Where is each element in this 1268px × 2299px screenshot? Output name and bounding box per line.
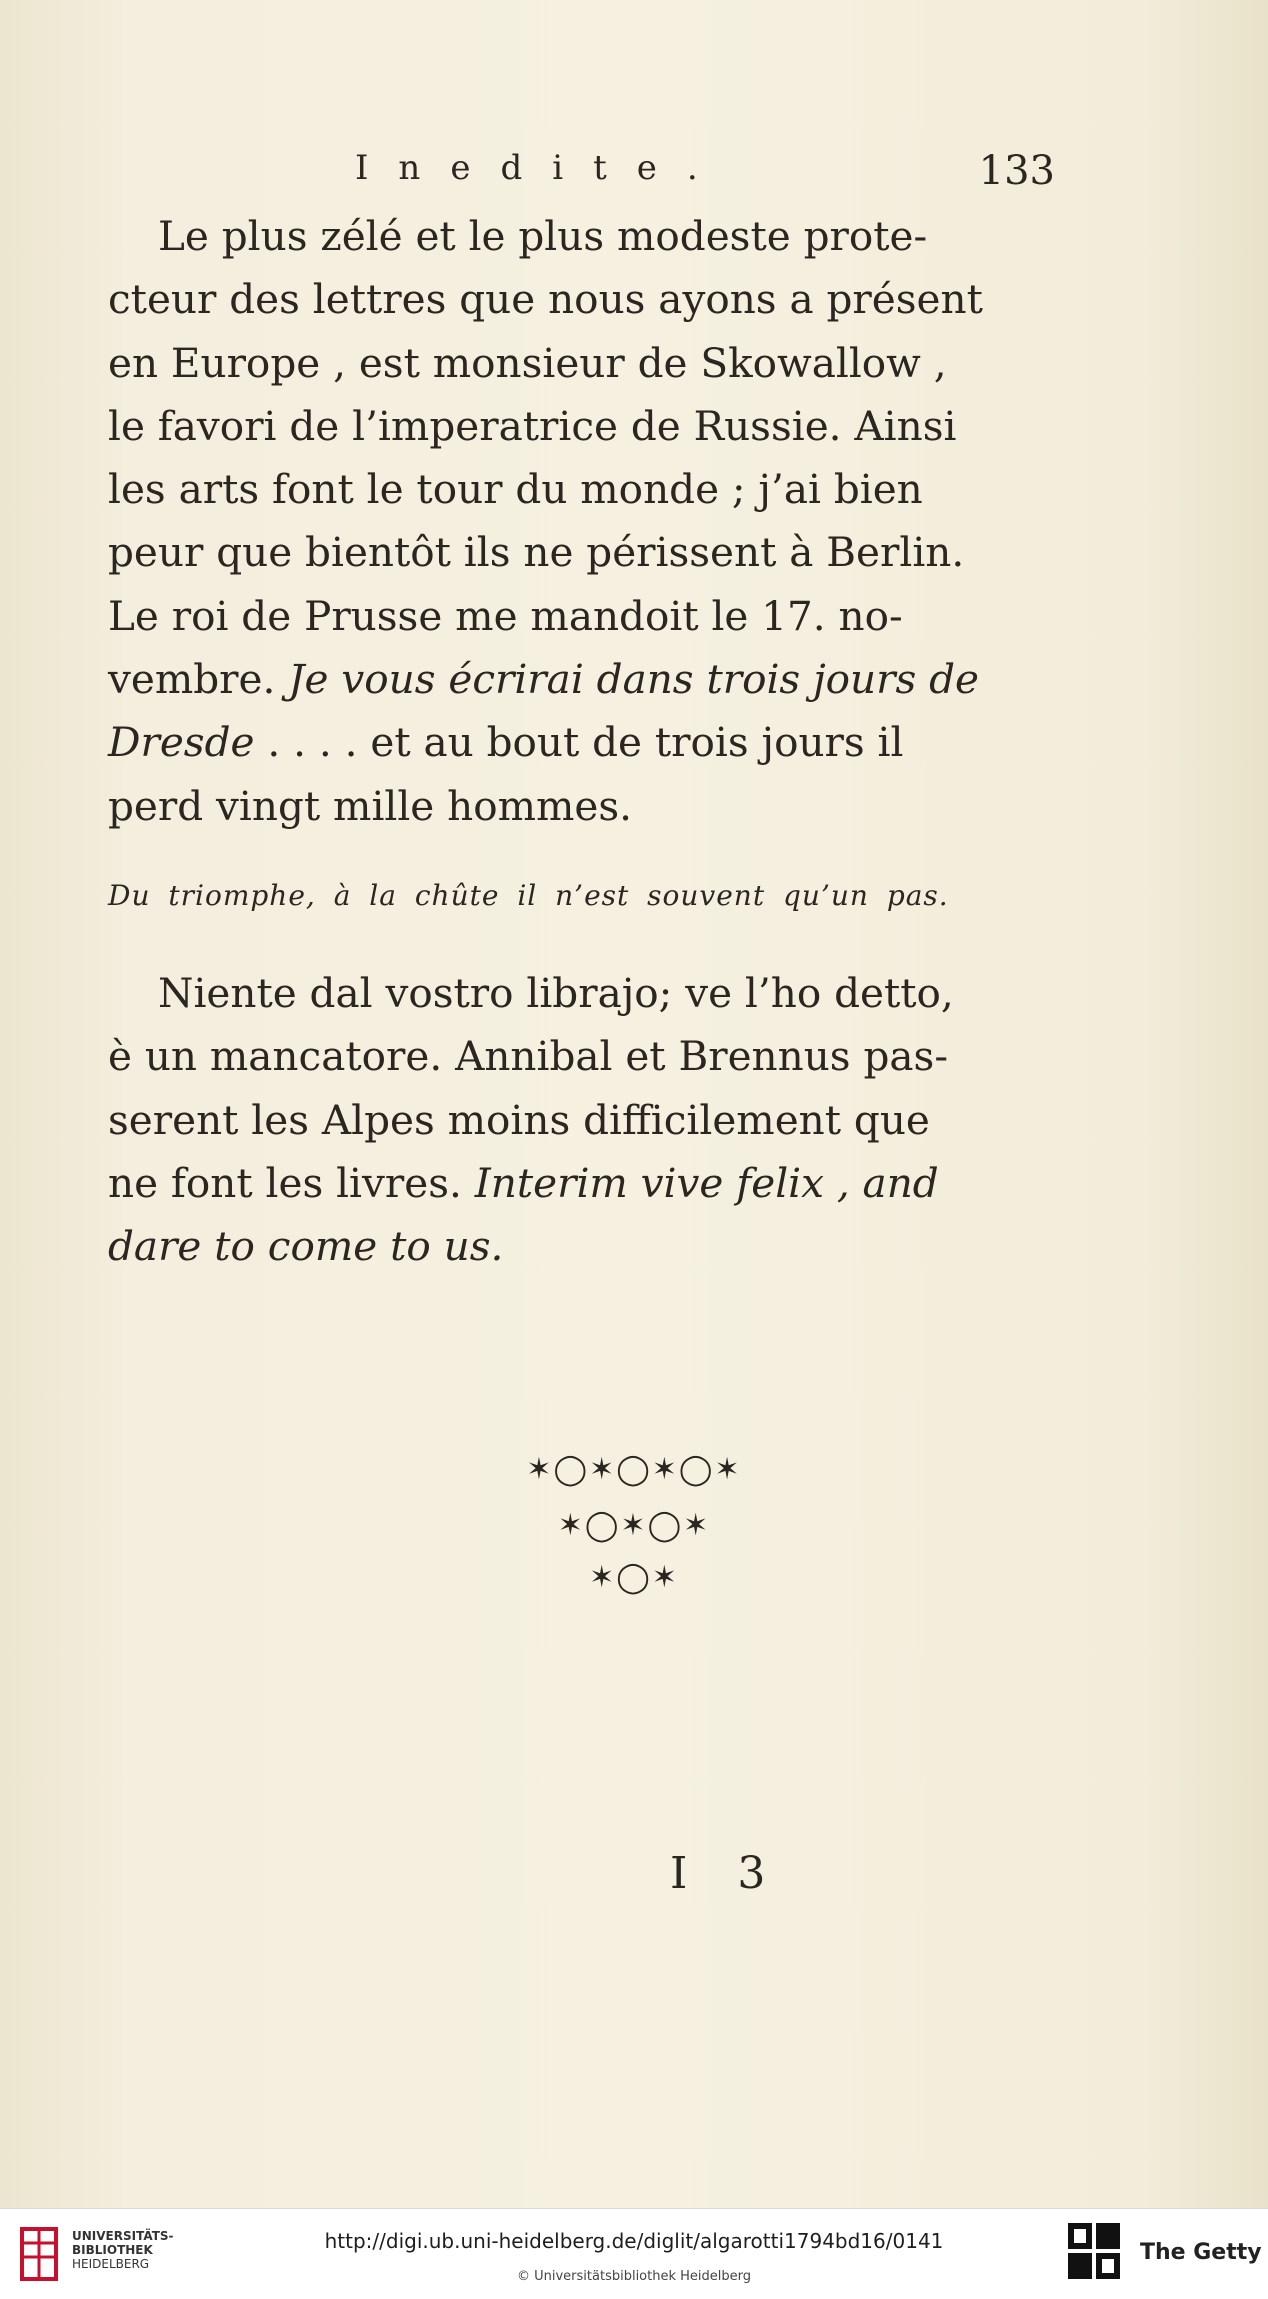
motto-line: Du triomphe, à la chûte il n’est souvent qu’un pas.: [108, 879, 949, 912]
viewer-footer: [0, 2208, 1268, 2299]
italic-quote: Je vous écrirai dans trois jours de: [288, 655, 980, 704]
text-line: Le plus zélé et le plus modeste prote-: [158, 212, 928, 260]
copyright-notice: © Universitätsbibliothek Heidelberg: [516, 2269, 751, 2284]
library-name-line: BIBLIOTHEK: [72, 2243, 153, 2257]
partner-name[interactable]: The Getty: [1140, 2240, 1262, 2265]
text-line: peur que bientôt ils ne périssent à Berlin.: [108, 528, 965, 577]
text-fragment: ne font les livres.: [108, 1158, 462, 1207]
italic-quote: Interim vive felix , and: [474, 1158, 939, 1207]
text-line: perd vingt mille hommes.: [108, 781, 633, 830]
text-fragment: . . . . et au bout de trois jours il: [267, 718, 904, 767]
signature-mark: I 3: [670, 1848, 784, 1899]
ornament-row-2: ✶◯✶◯✶: [557, 1508, 711, 1543]
text-line: [108, 1215, 1052, 1278]
library-name-line: HEIDELBERG: [72, 2257, 150, 2271]
text-line: [108, 648, 1052, 711]
text-line: [108, 711, 1052, 774]
text-line: Le roi de Prusse me mandoit le 17. no-: [108, 591, 903, 640]
text-line: Niente dal vostro librajo; ve l’ho detto,: [158, 969, 954, 1017]
text-line: en Europe , est monsieur de Skowallow ,: [108, 338, 947, 387]
text-line: [108, 1152, 1052, 1215]
page-number: 133: [978, 148, 1055, 194]
running-header: [355, 148, 1055, 198]
italic-quote: Dresde: [108, 718, 255, 767]
ornament-row-1: ✶◯✶◯✶◯✶: [526, 1452, 742, 1487]
running-title: Inedite.: [355, 148, 728, 188]
text-line: serent les Alpes moins difficilement que: [108, 1095, 930, 1144]
italic-quote: dare to come to us.: [108, 1222, 504, 1271]
getty-logo-icon: [1066, 2221, 1122, 2283]
text-fragment: vembre.: [108, 655, 276, 704]
text-line: le favori de l’imperatrice de Russie. Ainsi: [108, 401, 957, 450]
ornament-row-3: ✶◯✶: [589, 1560, 679, 1595]
paragraph-2: [108, 962, 1052, 1278]
text-line: è un mancatore. Annibal et Brennus pas-: [108, 1032, 948, 1081]
permalink-url[interactable]: http://digi.ub.uni-heidelberg.de/diglit/algarotti1794bd16/0141: [324, 2229, 944, 2253]
library-name-line: UNIVERSITÄTS-: [72, 2229, 174, 2243]
paragraph-1: [108, 205, 1052, 838]
text-line: cteur des lettres que nous ayons a présent: [108, 275, 983, 324]
text-line: les arts font le tour du monde ; j’ai bien: [108, 465, 923, 514]
